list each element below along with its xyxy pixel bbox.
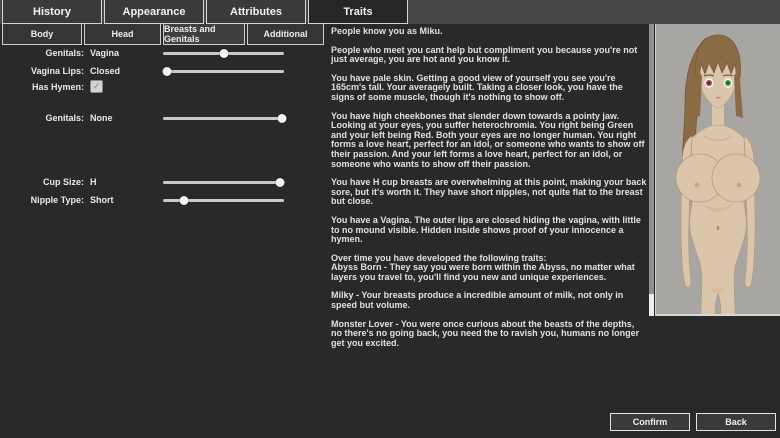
vagina-lips-value: Closed <box>90 66 121 76</box>
main-tab-bar <box>0 0 780 24</box>
subtab-body[interactable]: Body <box>2 24 82 45</box>
vagina-lips-label: Vagina Lips: <box>30 66 84 76</box>
tab-history[interactable]: History <box>2 0 102 24</box>
character-preview-panel <box>655 24 780 316</box>
description-line: You have high cheekbones that slender down towards a pointy jaw. <box>331 110 620 121</box>
checkmark-icon: ✓ <box>92 81 101 91</box>
description-line: Looking at your eyes, you suffer heterochromia. You right being Green and your left being Red. Both your eyes are no longer human. You right forms a love heart, perfect for an idol, or someone who wants to show off their passion. And your left forms a love heart, perfect for an idol, or someone who wants to show off their passion. <box>331 120 645 169</box>
cup-size-label: Cup Size: <box>42 177 84 187</box>
genitals-none-slider-thumb[interactable] <box>277 114 286 123</box>
description-line: Abyss Born - They say you were born within the Abyss, no matter what layers you travel to, you'll find you new and unique experiences. <box>331 262 635 282</box>
character-hair-sidelock-right <box>734 68 743 118</box>
nipple-type-label: Nipple Type: <box>30 195 84 205</box>
control-row-genitals <box>0 47 326 61</box>
description-line: People know you as Miku. <box>331 26 443 36</box>
genitals-label: Genitals: <box>45 48 84 58</box>
description-panel <box>331 26 647 348</box>
description-paragraph <box>331 112 647 170</box>
nipple-type-slider[interactable] <box>163 194 284 207</box>
control-row-nipple-type <box>0 194 326 208</box>
description-paragraph <box>331 254 647 283</box>
scrollbar-thumb[interactable] <box>649 294 654 316</box>
genitals-none-slider[interactable] <box>163 112 284 125</box>
character-eye-right-pupil <box>727 82 729 84</box>
character-navel <box>717 226 720 231</box>
cup-size-slider-track[interactable] <box>163 181 284 184</box>
cup-size-slider-thumb[interactable] <box>276 178 285 187</box>
back-button[interactable]: Back <box>696 413 776 431</box>
vagina-lips-slider-thumb[interactable] <box>162 67 171 76</box>
tab-attributes[interactable]: Attributes <box>206 0 306 24</box>
cup-size-slider[interactable] <box>163 176 284 189</box>
description-line: People who meet you cant help but compliment you because you're not just average, you are hot and you know it. <box>331 44 638 65</box>
description-scrollbar[interactable] <box>649 24 654 316</box>
description-line: You have a Vagina. The outer lips are closed hiding the vagina, with little to no mound visible. Hidden inside shows proof of your innocence a hymen. <box>331 214 641 245</box>
description-line: Over time you have developed the following traits: <box>331 252 547 263</box>
genitals-slider[interactable] <box>163 47 284 60</box>
tab-appearance[interactable]: Appearance <box>104 0 204 24</box>
description-line: Milky - Your breasts produce a incredible amount of milk, not only in speed but volume. <box>331 290 624 311</box>
description-paragraph <box>331 46 647 65</box>
nipple-type-value: Short <box>90 195 114 205</box>
description-paragraph <box>331 216 647 245</box>
subtab-head[interactable]: Head <box>84 24 161 45</box>
genitals-slider-thumb[interactable] <box>219 49 228 58</box>
subtab-additional[interactable]: Additional <box>247 24 324 45</box>
character-illustration <box>656 24 780 316</box>
description-line: You have H cup breasts are overwhelming at this point, making your back sore, but it's worth it. They have short nipples, not quite flat to the breast but close. <box>331 177 647 207</box>
character-breast-right <box>712 154 760 202</box>
control-row-vagina-lips <box>0 65 326 79</box>
tab-traits[interactable]: Traits <box>308 0 408 24</box>
character-nipple-right <box>737 183 742 188</box>
genitals-none-slider-track[interactable] <box>163 117 284 120</box>
control-row-cup-size <box>0 176 326 190</box>
description-paragraph <box>331 178 647 207</box>
genitals-none-value: None <box>90 113 113 123</box>
control-row-genitals-none <box>0 112 326 126</box>
nipple-type-slider-thumb[interactable] <box>179 196 188 205</box>
character-eye-left-pupil <box>708 82 710 84</box>
has-hymen-checkbox[interactable] <box>90 80 103 93</box>
vagina-lips-slider[interactable] <box>163 65 284 78</box>
description-paragraph <box>331 291 647 310</box>
controls-panel <box>0 45 326 335</box>
subtab-breasts-and-genitals[interactable]: Breasts and Genitals <box>163 24 245 45</box>
confirm-button[interactable]: Confirm <box>610 413 690 431</box>
vagina-lips-slider-track[interactable] <box>163 70 284 73</box>
description-line: You have pale skin. Getting a good view of yourself you see you're 165cm's tall. Your averagely built. Taking a closer look, you have the signs of some muscle, though it's nothing to show off. <box>331 72 623 102</box>
sub-tab-bar <box>0 24 324 45</box>
description-paragraph <box>331 320 647 349</box>
description-line: Monster Lover - You were once curious about the beasts of the depths, no there's no going back, you need the to ravish you, humans no longer get you excited. <box>331 318 640 348</box>
cup-size-value: H <box>90 177 97 187</box>
character-nipple-left <box>695 183 700 188</box>
control-row-has-hymen <box>0 81 326 95</box>
description-paragraph <box>331 27 647 37</box>
has-hymen-label: Has Hymen: <box>31 82 84 92</box>
genitals-value: Vagina <box>90 48 120 58</box>
description-paragraph <box>331 74 647 103</box>
genitals-none-label: Genitals: <box>45 113 84 123</box>
